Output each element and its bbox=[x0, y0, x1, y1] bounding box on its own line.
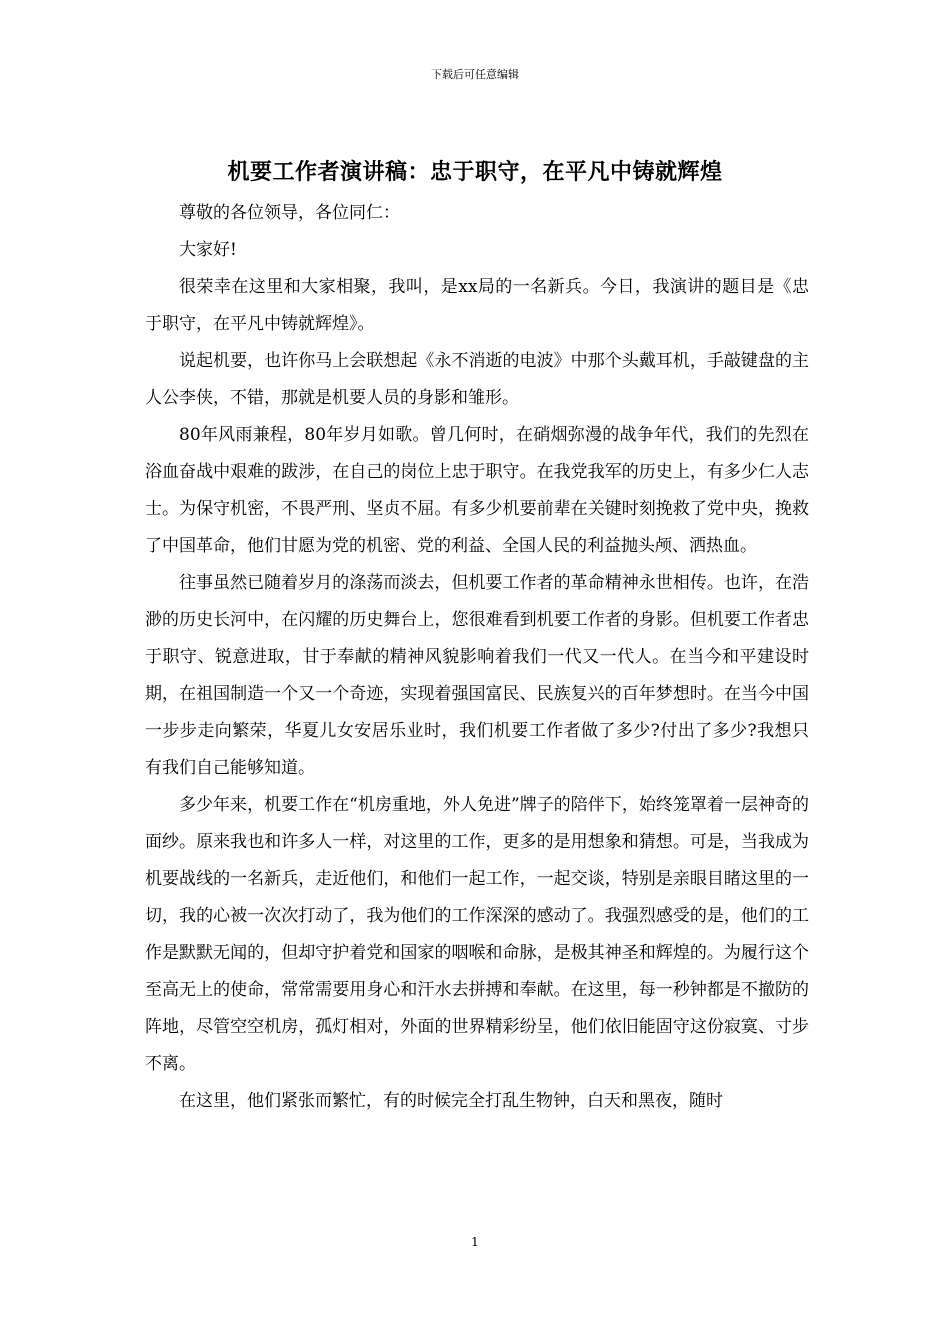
document-body bbox=[145, 195, 809, 1120]
paragraph-greeting: 大家好! bbox=[179, 240, 237, 260]
paragraph-salutation: 尊敬的各位领导，各位同仁： bbox=[179, 203, 400, 223]
paragraph-history: 80年风雨兼程，80年岁月如歌。曾几何时，在硝烟弥漫的战争年代，我们的先烈在浴血奋战中艰难的跋涉，在自己的岗位上忠于职守。在我党我军的历史上，有多少仁人志士。为保守机密，不畏严刑、坚贞不屈。有多少机要前辈在关键时刻挽救了党中央，挽救了中国革命，他们甘愿为党的机密、党的利益、全国人民的利益抛头颅、洒热血。 bbox=[145, 425, 809, 556]
paragraph-spirit: 往事虽然已随着岁月的涤荡而淡去，但机要工作者的革命精神永世相传。也许，在浩渺的历史长河中，在闪耀的历史舞台上，您很难看到机要工作者的身影。但机要工作者忠于职守、锐意进取，甘于奉献的精神风貌影响着我们一代又一代人。在当今和平建设时期，在祖国制造一个又一个奇迹，实现着强国富民、民族复兴的百年梦想时。在当今中国一步步走向繁荣，华夏儿女安居乐业时，我们机要工作者做了多少?付出了多少?我想只有我们自己能够知道。 bbox=[145, 573, 809, 778]
document-title: 机要工作者演讲稿：忠于职守，在平凡中铸就辉煌 bbox=[227, 159, 723, 185]
header-note: 下载后可任意编辑 bbox=[431, 68, 519, 81]
paragraph-jiyao-image: 说起机要，也许你马上会联想起《永不消逝的电波》中那个头戴耳机，手敲键盘的主人公李侠，不错，那就是机要人员的身影和雏形。 bbox=[145, 351, 809, 408]
paragraph-continuation: 在这里，他们紧张而繁忙，有的时候完全打乱生物钟，白天和黑夜，随时 bbox=[179, 1091, 723, 1111]
paragraph-work-experience: 多少年来，机要工作在“机房重地，外人免进”牌子的陪伴下，始终笼罩着一层神奇的面纱。原来我也和许多人一样，对这里的工作，更多的是用想象和猜想。可是，当我成为机要战线的一名新兵，走近他们，和他们一起工作，一起交谈，特别是亲眼目睹这里的一切，我的心被一次次打动了，我为他们的工作深深的感动了。我强烈感受的是，他们的工作是默默无闻的，但却守护着党和国家的咽喉和命脉，是极其神圣和辉煌的。为履行这个至高无上的使命，常常需要用身心和汗水去拼搏和奉献。在这里，每一秒钟都是不撤防的阵地，尽管空空机房，孤灯相对，外面的世界精彩纷呈，他们依旧能固守这份寂寞、寸步不离。 bbox=[145, 795, 809, 1074]
page-number: 1 bbox=[471, 1235, 479, 1249]
paragraph-introduction: 很荣幸在这里和大家相聚，我叫，是xx局的一名新兵。今日，我演讲的题目是《忠于职守，在平凡中铸就辉煌》。 bbox=[145, 277, 809, 334]
